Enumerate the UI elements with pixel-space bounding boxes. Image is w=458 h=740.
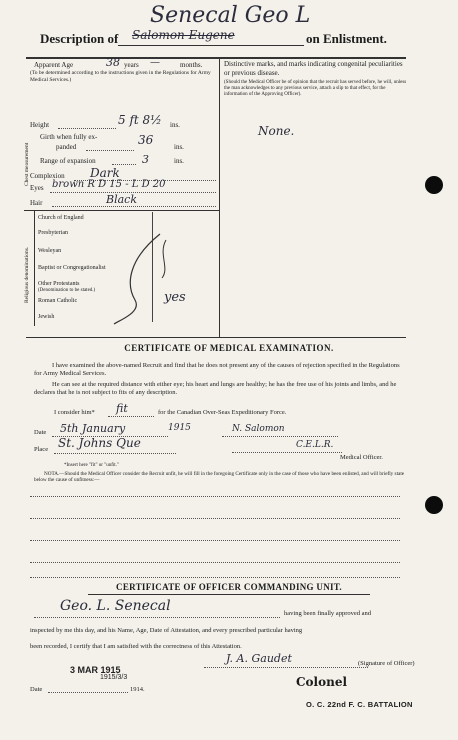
recruit-leader <box>34 617 280 618</box>
date-label: Date <box>34 429 47 436</box>
medical-place: St. Johns Que <box>58 436 141 450</box>
fit-value: fit <box>116 402 128 415</box>
religion-church-of-england: Church of England <box>38 215 84 221</box>
complexion-label: Complexion <box>30 172 65 180</box>
pen-scribble <box>100 228 200 328</box>
range-unit: ins. <box>174 157 184 165</box>
unfitness-line-5 <box>30 577 400 578</box>
religion-jewish: Jewish <box>38 314 55 320</box>
range-label: Range of expansion <box>40 157 96 165</box>
struck-name: Salomon Eugene <box>132 28 235 42</box>
religion-top <box>24 210 219 211</box>
commanding-title-underline <box>88 594 370 595</box>
girth-value: 36 <box>138 133 154 147</box>
mo-rank: C.E.L.R. <box>296 440 334 450</box>
marks-heading: Distinctive marks, and marks indicating congenital peculiarities or previous disease. <box>224 60 403 77</box>
medical-para-1: I have examined the above-named Recruit and find that he does not present any of the causes of rejection specified in the Regulations for Army Medical Services. <box>34 362 400 377</box>
commanding-text-3: been recorded, I certify that I am satisfied with the correctness of this Attestation. <box>30 643 242 650</box>
commanding-date-label: Date <box>30 686 43 693</box>
rank-stamp: Colonel <box>296 675 348 689</box>
date-stamp: 3 MAR 1915 <box>70 665 121 675</box>
height-value: 5 ft 8½ <box>118 113 162 127</box>
punch-hole-bottom <box>425 496 443 514</box>
months-label: months. <box>180 61 203 69</box>
commanding-title: CERTIFICATE OF OFFICER COMMANDING UNIT. <box>116 582 342 592</box>
for-label: for the Canadian Over-Seas Expeditionary Force. <box>158 409 287 416</box>
fit-leader <box>108 416 154 417</box>
officer-signature: J. A. Gaudet <box>226 652 292 665</box>
nota-text: NOTA.—Should the Medical Officer consider the Recruit unfit, he will fill in the foregoing Certificate only in the case of those who have been enlisted, and will briefly state below the cause of unfitness:— <box>34 471 405 483</box>
unfitness-line-4 <box>30 562 400 563</box>
religion-wesleyan: Wesleyan <box>38 248 62 254</box>
commanding-text-1: having been finally approved and <box>284 610 371 617</box>
commanding-date-written: 1915/3/3 <box>100 674 128 681</box>
girth-label-2: panded <box>56 143 77 151</box>
hair-label: Hair <box>30 199 43 207</box>
religion-denomination-note: (Denomination to be stated.) <box>38 288 96 293</box>
form-title-left: Description of <box>40 31 119 46</box>
medical-date: 5th January <box>60 422 126 435</box>
officer-signature-label: (Signature of Officer) <box>358 660 415 667</box>
religion-side-label: Religious denominations. <box>24 246 30 304</box>
unfitness-line-2 <box>30 518 400 519</box>
column-divider <box>219 57 220 337</box>
eyes-label: Eyes <box>30 184 44 192</box>
marks-value: None. <box>258 124 295 138</box>
frame-top <box>26 57 406 59</box>
eyes-value: brown R D 15 - L D 20 <box>52 179 166 190</box>
unit-stamp: O. C. 22nd F. C. BATTALION <box>306 700 413 709</box>
range-value: 3 <box>142 153 149 166</box>
medical-year: 1915 <box>168 423 191 433</box>
girth-unit: ins. <box>174 143 184 151</box>
age-value: 38 <box>106 56 120 69</box>
header-signature: Senecal Geo L <box>150 3 311 28</box>
unfitness-line-3 <box>30 540 400 541</box>
religion-baptist: Baptist or Congregationalist <box>38 265 106 271</box>
complexion-value: Dark <box>90 166 120 180</box>
unfitness-line-1 <box>30 496 400 497</box>
religion-roman-catholic: Roman Catholic <box>38 298 78 304</box>
height-leader <box>58 128 116 129</box>
commanding-date-leader <box>48 692 128 693</box>
officer-sig-leader <box>204 667 368 668</box>
religion-mark: yes <box>164 290 186 305</box>
medical-title: CERTIFICATE OF MEDICAL EXAMINATION. <box>124 343 334 353</box>
mo-rank-leader <box>232 452 342 453</box>
title-underline <box>118 45 304 46</box>
form-title-right: on Enlistment. <box>306 31 387 46</box>
religion-other-protestants: Other Protestants <box>38 281 80 287</box>
mo-sig-leader <box>222 436 338 437</box>
place-leader <box>54 453 176 454</box>
commanding-year: 1914. <box>130 686 145 693</box>
insert-note: *Insert here "fit" or "unfit." <box>64 463 119 468</box>
months-value: — <box>150 57 160 68</box>
range-leader <box>112 164 136 165</box>
apparent-age-label: Apparent Age <box>34 61 74 69</box>
medical-note: (Should the Medical Officer be of opinion that the recruit has served before, he will, unless the man acknowledges to any previous service, attach a slip to that effect, for the information of the Approving Officer). <box>224 80 407 97</box>
punch-hole-top <box>425 176 443 194</box>
height-unit: ins. <box>170 121 180 129</box>
girth-leader <box>86 150 134 151</box>
recruit-signature: Geo. L. Senecal <box>60 598 171 614</box>
age-note: (To be determined according to the instructions given in the Regulations for Army Medical Services.) <box>30 70 211 83</box>
consider-label: I consider him* <box>54 409 95 416</box>
place-label: Place <box>34 446 49 453</box>
height-label: Height <box>30 121 50 129</box>
religion-presbyterian: Presbyterian <box>38 230 68 236</box>
frame-bottom <box>26 337 406 338</box>
mo-signature: N. Salomon <box>232 424 285 434</box>
commanding-text-2: inspected by me this day, and his Name, Age, Date of Attestation, and every prescribed particular having <box>30 627 303 634</box>
years-label: years <box>124 61 139 69</box>
hair-value: Black <box>106 193 137 206</box>
girth-label-1: Girth when fully ex- <box>40 133 98 141</box>
hair-leader <box>52 206 216 207</box>
religion-left-border <box>34 210 35 326</box>
chest-label: Chest measurement <box>24 142 30 186</box>
medical-officer-label: Medical Officer. <box>340 454 383 461</box>
medical-para-2: He can see at the required distance with either eye; his heart and lungs are healthy; he has the free use of his joints and limbs, and he declares that he is not subject to fits of any description. <box>34 381 397 396</box>
